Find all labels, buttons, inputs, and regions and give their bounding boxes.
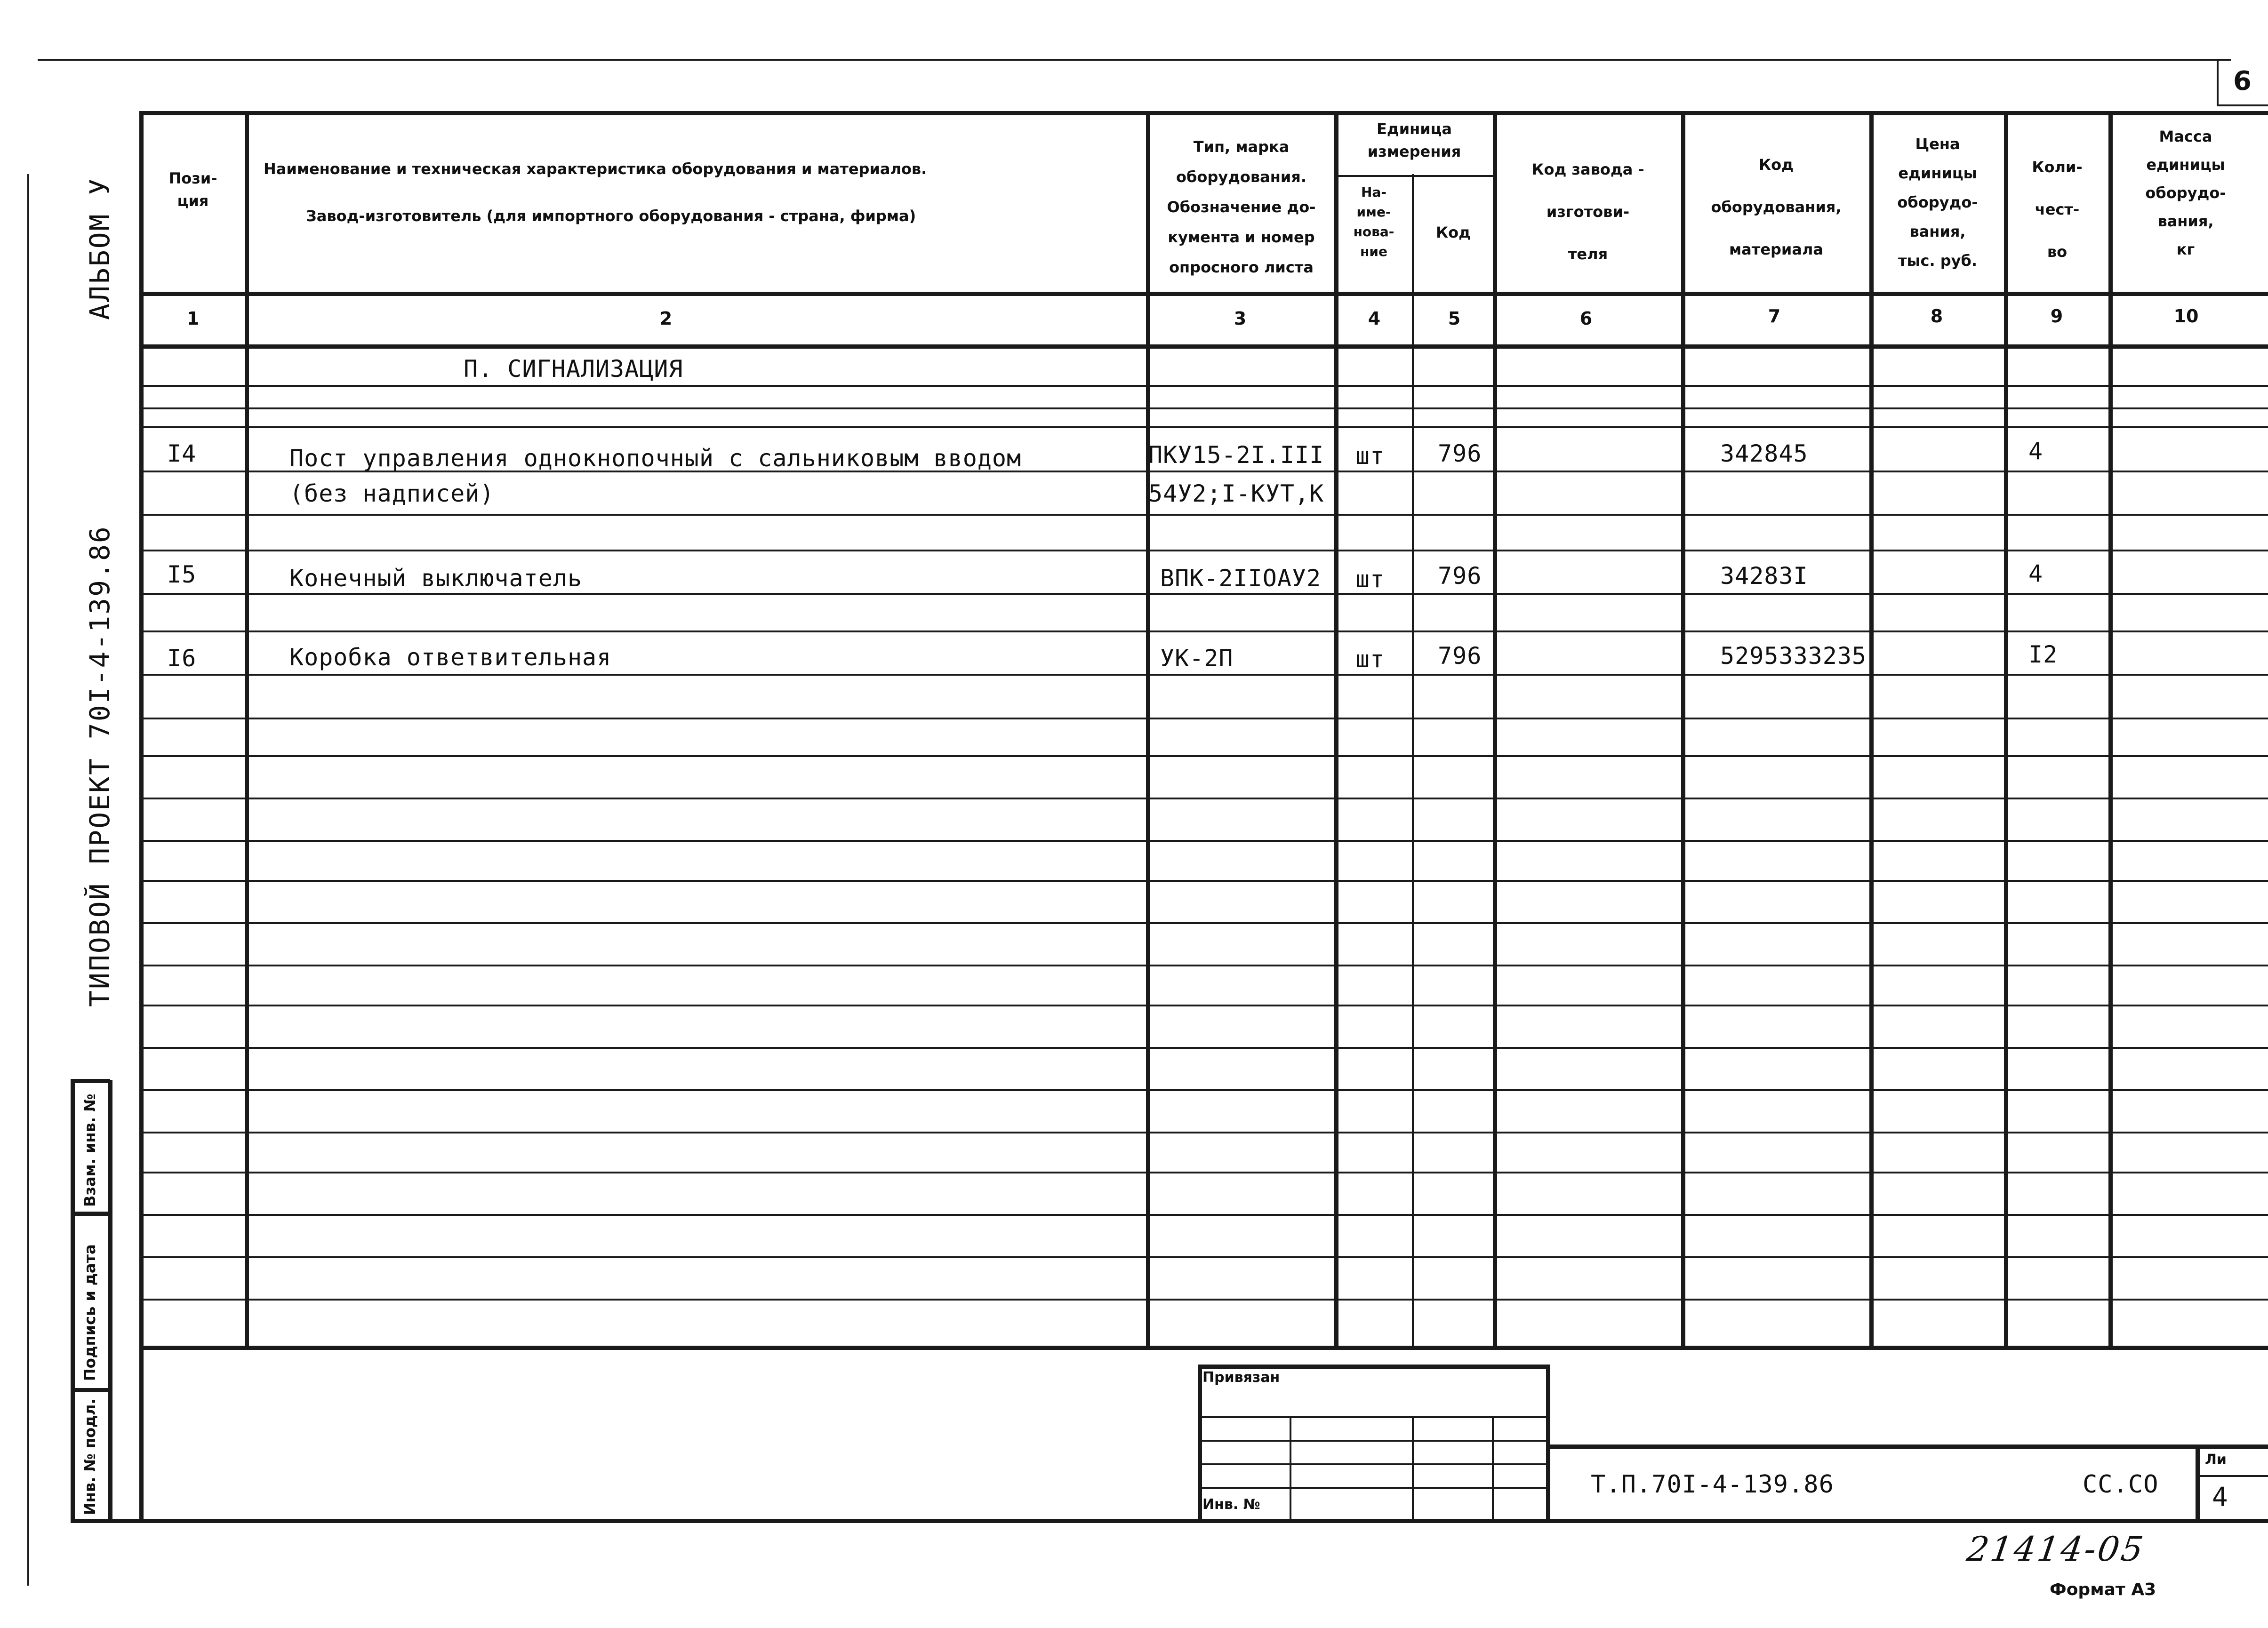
- row-line: [139, 385, 2268, 387]
- row-line: [139, 1256, 2268, 1258]
- row-unit-code: 796: [1438, 440, 1482, 467]
- row-line: [139, 426, 2268, 428]
- stamp-row: [1198, 1440, 1546, 1442]
- stamp-row: [1198, 1463, 1546, 1465]
- title-block-sheet-divider: [2196, 1444, 2200, 1520]
- stamp-right: [1546, 1365, 1550, 1520]
- row-line: [139, 965, 2268, 966]
- album-label: АЛЬБОМ У: [84, 177, 116, 320]
- row-unit-code: 796: [1438, 642, 1482, 670]
- row-line: [139, 1299, 2268, 1301]
- col-divider-9: [2108, 112, 2113, 1346]
- header-position: Пози- ция: [168, 169, 217, 210]
- stamp-col: [1412, 1416, 1414, 1520]
- table-left-border: [139, 112, 144, 1523]
- row-quantity: 4: [2028, 438, 2044, 465]
- row-line: [139, 1047, 2268, 1049]
- row-line: [139, 407, 2268, 409]
- row-line: [139, 922, 2268, 924]
- col-number: 5: [1448, 308, 1461, 329]
- top-rule: [38, 59, 2231, 61]
- row-line: [139, 674, 2268, 676]
- row-line: [139, 1005, 2268, 1006]
- row-line: [139, 840, 2268, 842]
- col-number: 8: [1930, 306, 1943, 327]
- table-top-border: [139, 111, 2268, 115]
- numbers-bottom-border: [139, 344, 2268, 349]
- col-number: 3: [1234, 308, 1247, 329]
- document-code: Т.П.70I-4-139.86: [1591, 1470, 1834, 1499]
- unit-group-divider: [1334, 175, 1493, 177]
- header-bottom-border: [139, 292, 2268, 296]
- project-label: ТИПОВОЙ ПРОЕКТ 70I-4-139.86: [84, 525, 116, 1007]
- row-unit-name: шт: [1355, 646, 1385, 673]
- inv-number-label: Инв. №: [1202, 1496, 1260, 1513]
- col-divider-2: [1146, 112, 1150, 1346]
- header-price: Цена единицы оборудо- вания, тыс. руб.: [1897, 135, 1978, 270]
- row-quantity: 4: [2028, 560, 2044, 587]
- col-number: 4: [1368, 308, 1381, 329]
- row-quantity: I2: [2028, 641, 2058, 668]
- inv-original-label: Инв. № подл.: [81, 1398, 99, 1515]
- header-equipment-code: Код оборудования, материала: [1711, 156, 1842, 258]
- col-divider-4: [1412, 174, 1414, 1346]
- header-mass: Масса единицы оборудо- вания, кг: [2145, 128, 2226, 258]
- row-equipment-code: 5295333235: [1720, 642, 1867, 670]
- col-number: 1: [186, 308, 200, 329]
- stamp-row: [1198, 1416, 1546, 1418]
- title-block-sheet-row: [2196, 1475, 2268, 1477]
- row-line: [139, 514, 2268, 516]
- col-divider-8: [2004, 112, 2008, 1346]
- col-divider-1: [245, 112, 249, 1346]
- stamp-col: [1492, 1416, 1494, 1520]
- row-name: Конечный выключатель: [289, 565, 583, 592]
- row-type: ВПК-2IIОАУ2: [1160, 565, 1322, 592]
- side-strip-top: [71, 1079, 110, 1083]
- inv-replace-label: Взам. инв. №: [81, 1093, 99, 1207]
- row-type-cont: 54У2;I-КУТ,К: [1148, 480, 1324, 507]
- col-number: 9: [2050, 306, 2063, 327]
- side-strip-right: [108, 1080, 112, 1522]
- header-factory-code: Код завода - изготови- теля: [1531, 160, 1644, 263]
- header-unit-group: Единица измерения: [1367, 120, 1461, 160]
- signature-date-label: Подпись и дата: [81, 1244, 99, 1381]
- stamp-col: [1290, 1416, 1291, 1520]
- row-unit-code: 796: [1438, 562, 1482, 590]
- page-number: 6: [2233, 66, 2252, 96]
- format-label: Формат А3: [2050, 1580, 2156, 1599]
- col-divider-3: [1334, 112, 1338, 1346]
- col-number: 10: [2173, 306, 2199, 327]
- col-number: 6: [1579, 308, 1593, 329]
- row-position: I5: [167, 561, 197, 588]
- title-block-top: [1546, 1444, 2268, 1449]
- handwritten-inventory-number: 21414-05: [1964, 1529, 2148, 1569]
- header-name-line2: Завод-изготовитель (для импортного оборудования - страна, фирма): [306, 207, 916, 225]
- row-line: [139, 630, 2268, 632]
- stamp-row: [1198, 1487, 1546, 1489]
- col-divider-5: [1493, 112, 1497, 1346]
- stamp-left: [1198, 1365, 1202, 1520]
- sheet-bottom-border: [71, 1519, 2268, 1523]
- stamp-top: [1198, 1365, 1546, 1369]
- header-quantity: Коли- чест- во: [2032, 158, 2083, 261]
- row-line: [139, 1132, 2268, 1133]
- document-mark: СС.СО: [2083, 1470, 2159, 1499]
- section-title: П. СИГНАЛИЗАЦИЯ: [464, 355, 683, 383]
- row-position: I6: [167, 645, 197, 672]
- left-margin-line: [27, 174, 29, 1586]
- row-line: [139, 755, 2268, 757]
- row-line: [139, 550, 2268, 551]
- row-line: [139, 718, 2268, 719]
- page-number-box: [2217, 104, 2268, 106]
- row-line: [139, 1089, 2268, 1091]
- row-line: [139, 1214, 2268, 1216]
- sheet-number: 4: [2212, 1482, 2228, 1513]
- row-type: ПКУ15-2I.III: [1148, 441, 1324, 469]
- row-name: Пост управления однокнопочный с сальниковым вводом: [289, 445, 1022, 472]
- col-number: 7: [1768, 306, 1781, 327]
- header-unit-code: Код: [1436, 223, 1471, 241]
- header-type: Тип, марка оборудования. Обозначение до- кумента и номер опросного листа: [1167, 138, 1316, 276]
- right-page-edge: [2217, 59, 2219, 106]
- header-name-line1: Наименование и техническая характеристика оборудования и материалов.: [264, 160, 927, 178]
- row-name-cont: (без надписей): [289, 480, 495, 507]
- side-strip-divider: [71, 1212, 110, 1216]
- col-number: 2: [659, 308, 673, 329]
- row-equipment-code: 342845: [1720, 440, 1808, 467]
- side-strip-divider: [71, 1388, 110, 1392]
- row-unit-name: шт: [1355, 442, 1385, 470]
- header-unit-name: На- име- нова- ние: [1353, 184, 1394, 259]
- table-bottom-border: [139, 1346, 2268, 1350]
- side-strip-left: [71, 1080, 75, 1522]
- row-type: УК-2П: [1160, 645, 1234, 672]
- row-position: I4: [167, 440, 197, 467]
- row-line: [139, 593, 2268, 595]
- row-line: [139, 798, 2268, 799]
- sheet-label: Ли: [2205, 1452, 2227, 1468]
- col-divider-7: [1869, 112, 1874, 1346]
- row-equipment-code: 34283I: [1720, 562, 1808, 590]
- attached-label: Привязан: [1202, 1369, 1280, 1386]
- row-line: [139, 1172, 2268, 1173]
- col-divider-6: [1681, 112, 1685, 1346]
- row-name: Коробка ответвительная: [289, 644, 612, 671]
- row-line: [139, 880, 2268, 882]
- row-unit-name: шт: [1355, 566, 1385, 593]
